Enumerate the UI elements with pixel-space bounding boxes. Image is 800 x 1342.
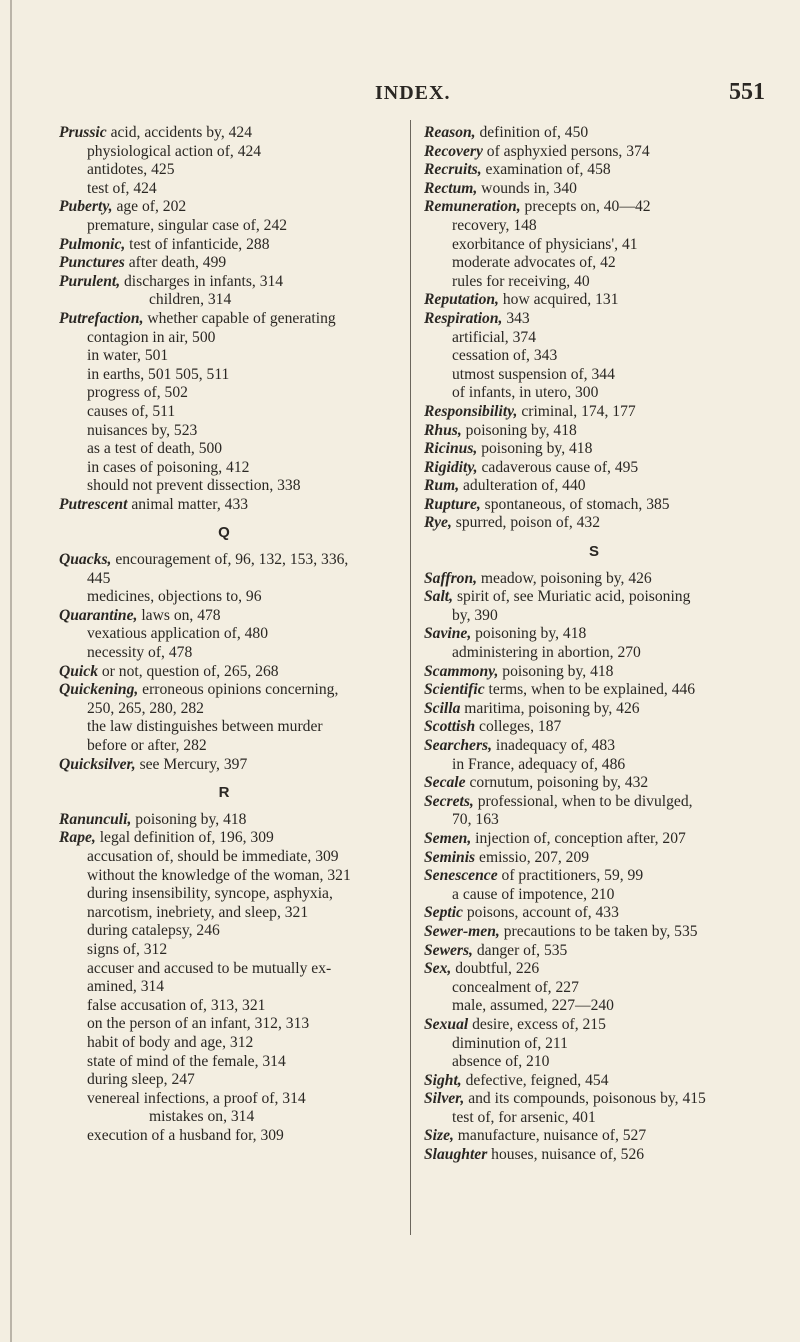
index-entry-text: acid, accidents by, 424 — [106, 124, 253, 141]
index-entry-text: houses, nuisance of, 526 — [487, 1146, 645, 1164]
index-entry — [424, 403, 764, 422]
index-entry-text: precepts on, 40—42 — [520, 198, 651, 216]
index-keyword: Saffron, — [424, 569, 478, 587]
section-letter: Q — [218, 524, 230, 542]
index-subentry: accusation of, should be immediate, 309 — [87, 847, 339, 865]
index-entry — [424, 180, 764, 199]
index-entry-text: whether capable of generating — [143, 309, 336, 327]
index-keyword: Putrescent — [59, 495, 128, 513]
index-subentry: during insensibility, syncope, asphyxia, — [87, 885, 333, 903]
index-subentry: children, 314 — [149, 291, 232, 309]
index-entry-text: poisoning by, 418 — [471, 625, 587, 643]
index-keyword: Silver, — [424, 1090, 465, 1108]
index-entry-text: emissio, 207, 209 — [475, 848, 590, 866]
index-entry-text: age of, 202 — [112, 198, 187, 216]
index-keyword: Seminis — [424, 848, 476, 866]
index-keyword: Scientific — [424, 681, 485, 699]
index-entry-text: how acquired, 131 — [498, 291, 619, 309]
index-keyword: Purulent, — [59, 272, 121, 290]
index-keyword: Rigidity, — [424, 458, 478, 476]
index-entry-text: precautions to be taken by, 535 — [499, 922, 698, 940]
index-entry-text: injection of, conception after, 207 — [471, 829, 686, 847]
running-head-title: INDEX. — [375, 82, 451, 104]
index-subentry: of infants, in utero, 300 — [452, 384, 599, 402]
index-subentry: a cause of impotence, 210 — [452, 885, 615, 903]
index-subentry: antidotes, 425 — [87, 161, 175, 179]
index-entry-text: poisons, account of, 433 — [462, 904, 619, 922]
index-keyword: Puberty, — [59, 198, 113, 216]
index-entry-text: defective, feigned, 454 — [461, 1071, 609, 1089]
index-entry — [424, 830, 764, 849]
index-entry — [59, 310, 389, 329]
index-entry — [59, 273, 389, 292]
index-keyword: Rhus, — [424, 421, 462, 439]
index-subentry: on the person of an infant, 312, 313 — [87, 1015, 310, 1033]
index-subentry: mistakes on, 314 — [149, 1108, 255, 1126]
index-entry-text: and its compounds, poisonous by, 415 — [464, 1090, 706, 1108]
index-entry — [59, 607, 389, 626]
index-subentry: medicines, objections to, 96 — [87, 588, 262, 606]
index-entry-text: manufacture, nuisance of, 527 — [453, 1127, 647, 1145]
index-subentry: test of, 424 — [87, 179, 157, 197]
index-keyword: Rape, — [59, 829, 96, 847]
index-entry — [424, 625, 764, 644]
index-entry-text: or not, question of, 265, 268 — [97, 662, 279, 680]
index-entry — [424, 718, 764, 737]
index-subentry: by, 390 — [452, 606, 498, 624]
index-entry — [424, 161, 764, 180]
index-keyword: Quicksilver, — [59, 755, 136, 773]
index-subentry: necessity of, 478 — [87, 644, 193, 662]
index-entry — [424, 496, 764, 515]
index-subentry: administering in abortion, 270 — [452, 644, 641, 662]
index-entry-text: examination of, 458 — [481, 161, 611, 179]
index-keyword: Putrefaction, — [59, 309, 144, 327]
index-subentry: habit of body and age, 312 — [87, 1033, 254, 1051]
index-entry-text: test of infanticide, 288 — [125, 235, 270, 253]
index-entry — [424, 310, 764, 329]
index-entry — [424, 1127, 764, 1146]
index-entry-text: animal matter, 433 — [127, 495, 249, 513]
index-entry — [424, 422, 764, 441]
index-keyword: Sewers, — [424, 941, 473, 959]
index-entry-text: of asphyxied persons, 374 — [482, 142, 650, 160]
index-subentry: narcotism, inebriety, and sleep, 321 — [87, 903, 309, 921]
index-subentry: 250, 265, 280, 282 — [87, 699, 204, 717]
index-subentry: progress of, 502 — [87, 384, 188, 402]
index-keyword: Respiration, — [424, 309, 503, 327]
index-entry — [59, 829, 389, 848]
index-entry-text: encouragement of, 96, 132, 153, 336, — [111, 551, 349, 569]
index-entry-text: inadequacy of, 483 — [492, 737, 615, 754]
index-subentry: amined, 314 — [87, 978, 165, 996]
index-keyword: Quarantine, — [59, 606, 138, 624]
index-subentry: utmost suspension of, 344 — [452, 365, 615, 383]
index-subentry: moderate advocates of, 42 — [452, 254, 616, 272]
index-entry-text: spirit of, see Muriatic acid, poisoning — [453, 588, 691, 606]
index-keyword: Ranunculi, — [59, 810, 132, 828]
index-keyword: Salt, — [424, 588, 454, 606]
index-entry — [424, 867, 764, 886]
index-subentry: without the knowledge of the woman, 321 — [87, 866, 351, 884]
index-entry — [424, 198, 764, 217]
index-keyword: Sexual — [424, 1015, 469, 1033]
index-entry — [424, 1016, 764, 1035]
page-edge-rule — [10, 0, 12, 1342]
index-keyword: Sewer-men, — [424, 922, 500, 940]
index-subentry: before or after, 282 — [87, 737, 207, 754]
index-entry-text: wounds in, 340 — [477, 179, 577, 197]
index-entry-text: meadow, poisoning by, 426 — [477, 569, 652, 587]
index-entry — [424, 588, 764, 607]
index-entry-text: terms, when to be explained, 446 — [484, 681, 696, 699]
index-keyword: Rye, — [424, 514, 452, 532]
index-keyword: Rum, — [424, 477, 460, 495]
index-keyword: Sight, — [424, 1071, 462, 1089]
index-subentry: during sleep, 247 — [87, 1071, 195, 1089]
index-entry — [424, 459, 764, 478]
index-subentry: artificial, 374 — [452, 328, 536, 346]
index-entry-text: spurred, poison of, 432 — [451, 514, 601, 532]
index-subentry: premature, singular case of, 242 — [87, 216, 288, 234]
index-keyword: Remuneration, — [424, 198, 521, 216]
index-subentry: false accusation of, 313, 321 — [87, 996, 266, 1014]
index-entry — [424, 793, 764, 812]
index-keyword: Quickening, — [59, 681, 139, 699]
index-entry — [59, 663, 389, 682]
index-keyword: Senescence — [424, 867, 498, 885]
index-entry-text: discharges in infants, 314 — [120, 272, 284, 290]
index-entry — [59, 811, 389, 830]
index-subentry: execution of a husband for, 309 — [87, 1126, 284, 1144]
index-entry — [424, 681, 764, 700]
index-subentry: in France, adequacy of, 486 — [452, 755, 626, 773]
index-subentry: recovery, 148 — [452, 216, 537, 234]
running-head — [0, 79, 800, 106]
index-entry — [59, 756, 389, 775]
index-keyword: Semen, — [424, 829, 472, 847]
index-entry-text: see Mercury, 397 — [135, 755, 248, 773]
index-subentry: the law distinguishes between murder — [87, 718, 323, 736]
index-entry — [59, 551, 389, 570]
index-entry — [424, 904, 764, 923]
section-letter: R — [218, 784, 230, 802]
index-entry-text: cadaverous cause of, 495 — [477, 458, 639, 476]
index-entry-text: maritima, poisoning by, 426 — [460, 699, 640, 717]
index-keyword: Recruits, — [424, 161, 482, 179]
index-entry — [59, 681, 389, 700]
index-keyword: Punctures — [59, 254, 125, 272]
index-keyword: Searchers, — [424, 737, 493, 754]
index-keyword: Slaughter — [424, 1146, 488, 1164]
index-subentry: absence of, 210 — [452, 1053, 550, 1071]
index-entry — [424, 514, 764, 533]
index-entry — [424, 849, 764, 868]
index-keyword: Scottish — [424, 718, 476, 736]
column-divider — [410, 120, 411, 1235]
index-entry — [59, 254, 389, 273]
index-entry — [59, 198, 389, 217]
index-keyword: Recovery — [424, 142, 483, 160]
index-entry — [424, 143, 764, 162]
index-entry-text: adulteration of, 440 — [459, 477, 586, 495]
index-entry-text: of practitioners, 59, 99 — [497, 867, 644, 885]
index-subentry: concealment of, 227 — [452, 978, 579, 996]
index-entry-text: spontaneous, of stomach, 385 — [480, 495, 670, 513]
index-entry-text: poisoning by, 418 — [131, 810, 247, 828]
index-entry-text: colleges, 187 — [475, 718, 562, 736]
index-entry-text: doubtful, 226 — [451, 960, 540, 978]
index-keyword: Reason, — [424, 124, 476, 141]
index-keyword: Rectum, — [424, 179, 478, 197]
index-keyword: Size, — [424, 1127, 454, 1145]
index-keyword: Prussic — [59, 124, 107, 141]
index-subentry: state of mind of the female, 314 — [87, 1052, 286, 1070]
index-entry — [424, 124, 764, 143]
index-subentry: exorbitance of physicians', 41 — [452, 235, 638, 253]
index-entry-text: 343 — [502, 309, 530, 327]
index-keyword: Savine, — [424, 625, 472, 643]
index-entry — [424, 440, 764, 459]
index-subentry: during catalepsy, 246 — [87, 922, 220, 940]
index-entry — [424, 700, 764, 719]
index-entry-text: danger of, 535 — [472, 941, 568, 959]
index-keyword: Quacks, — [59, 551, 112, 569]
index-entry — [424, 1146, 764, 1165]
index-entry-text: legal definition of, 196, 309 — [95, 829, 274, 847]
index-entry-text: poisoning by, 418 — [477, 440, 593, 458]
index-keyword: Quick — [59, 662, 98, 680]
index-keyword: Ricinus, — [424, 440, 478, 458]
index-entry — [424, 1072, 764, 1091]
index-subentry: 445 — [87, 569, 111, 587]
index-keyword: Sex, — [424, 960, 452, 978]
index-subentry: nuisances by, 523 — [87, 421, 198, 439]
index-entry — [59, 496, 389, 515]
index-entry-text: poisoning by, 418 — [461, 421, 577, 439]
index-entry — [424, 923, 764, 942]
index-keyword: Scammony, — [424, 662, 499, 680]
index-keyword: Reputation, — [424, 291, 499, 309]
index-entry — [424, 774, 764, 793]
index-entry-text: after death, 499 — [124, 254, 227, 272]
index-entry — [59, 124, 389, 143]
index-keyword: Pulmonic, — [59, 235, 126, 253]
index-column-right — [424, 124, 764, 1165]
index-entry — [424, 942, 764, 961]
index-keyword: Scilla — [424, 699, 461, 717]
index-entry — [424, 663, 764, 682]
index-subentry: male, assumed, 227—240 — [452, 997, 614, 1015]
index-subentry: signs of, 312 — [87, 940, 168, 958]
index-subentry: accuser and accused to be mutually ex- — [87, 959, 332, 977]
index-keyword: Secale — [424, 774, 466, 792]
index-subentry: as a test of death, 500 — [87, 440, 223, 458]
index-entry — [424, 960, 764, 979]
index-entry-text: erroneous opinions concerning, — [138, 681, 339, 699]
index-subentry: should not prevent dissection, 338 — [87, 477, 301, 495]
index-entry — [59, 236, 389, 255]
index-entry-text: cornutum, poisoning by, 432 — [465, 774, 649, 792]
section-letter: S — [588, 543, 599, 561]
index-entry — [424, 737, 764, 756]
index-subentry: cessation of, 343 — [452, 347, 558, 365]
index-entry-text: professional, when to be divulged, — [473, 792, 693, 810]
index-entry-text: poisoning by, 418 — [498, 662, 614, 680]
index-entry-text: criminal, 174, 177 — [517, 402, 636, 420]
index-keyword: Secrets, — [424, 792, 474, 810]
page-number: 551 — [729, 79, 765, 105]
index-subentry: in water, 501 — [87, 347, 169, 365]
index-subentry: diminution of, 211 — [452, 1034, 568, 1052]
index-entry-text: definition of, 450 — [475, 124, 589, 141]
index-subentry: vexatious application of, 480 — [87, 625, 269, 643]
index-column-left — [59, 124, 389, 1145]
index-entry-text: desire, excess of, 215 — [468, 1015, 606, 1033]
index-subentry: causes of, 511 — [87, 402, 176, 420]
index-subentry: in earths, 501 505, 511 — [87, 365, 230, 383]
index-subentry: test of, for arsenic, 401 — [452, 1108, 596, 1126]
index-keyword: Rupture, — [424, 495, 481, 513]
index-subentry: physiological action of, 424 — [87, 142, 262, 160]
index-keyword: Responsibility, — [424, 402, 518, 420]
index-entry-text: laws on, 478 — [137, 606, 221, 624]
index-keyword: Septic — [424, 904, 463, 922]
index-subentry: in cases of poisoning, 412 — [87, 458, 250, 476]
index-entry — [424, 291, 764, 310]
index-entry — [424, 477, 764, 496]
index-subentry: venereal infections, a proof of, 314 — [87, 1089, 306, 1107]
index-entry — [424, 570, 764, 589]
index-subentry: rules for receiving, 40 — [452, 272, 590, 290]
index-subentry: 70, 163 — [452, 811, 499, 829]
index-entry — [424, 1090, 764, 1109]
index-subentry: contagion in air, 500 — [87, 328, 216, 346]
